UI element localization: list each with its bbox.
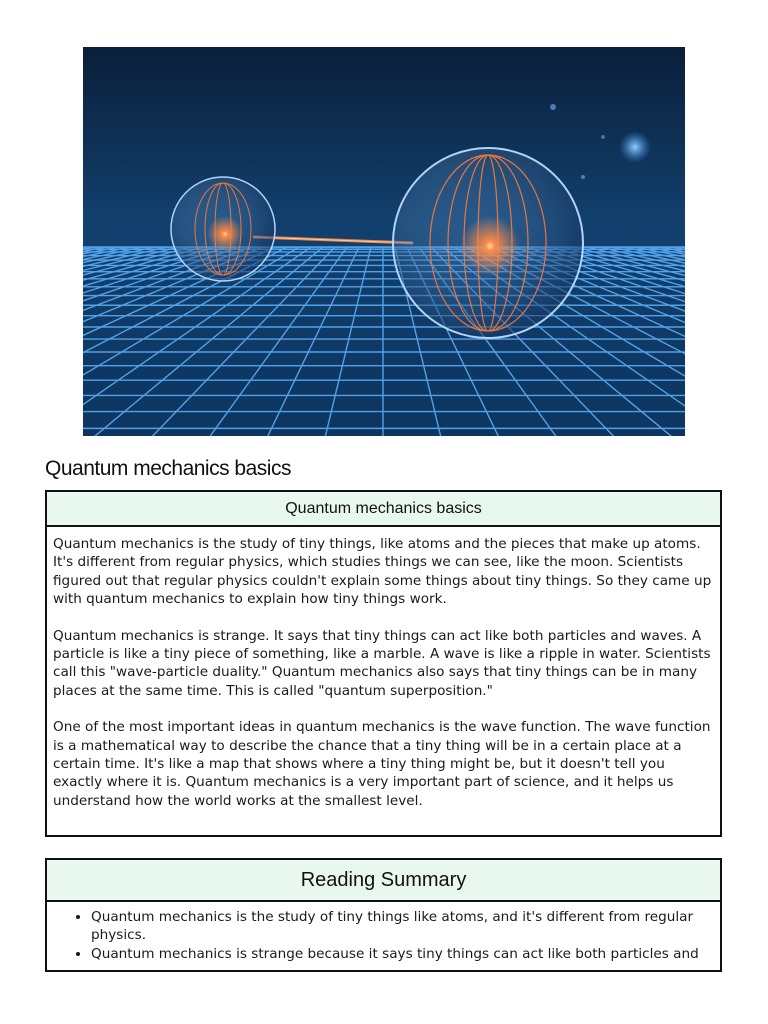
reading-header: Quantum mechanics basics xyxy=(47,492,720,527)
summary-item: • Quantum mechanics is the study of tiny things like atoms, and it's different from regular physics. xyxy=(91,908,710,945)
summary-box xyxy=(45,858,722,972)
quantum-spheres-illustration xyxy=(83,47,685,436)
reading-box xyxy=(45,490,722,837)
reading-paragraph: Quantum mechanics is the study of tiny things, like atoms and the pieces that make up atoms. It's different from regular physics, which studies things we can see, like the moon. Scientists figured out that regular physics couldn't explain some things about tiny things. So they came up with quantum mechanics to explain how tiny things work. xyxy=(53,536,712,608)
document-title: Quantum mechanics basics xyxy=(45,457,291,480)
hero-image xyxy=(83,47,685,436)
summary-item: • Quantum mechanics is strange because it says tiny things can act like both particles and xyxy=(91,945,710,963)
summary-header: Reading Summary xyxy=(47,860,720,902)
reading-paragraph: One of the most important ideas in quantum mechanics is the wave function. The wave function is a mathematical way to describe the chance that a tiny thing will be in a certain place at a certain time. It's like a map that shows where a tiny thing might be, but it doesn't tell you exactly where it is. Quantum mechanics is a very important part of science, and it helps us understand how the world works at the smallest level. xyxy=(53,719,711,809)
reading-paragraph: Quantum mechanics is strange. It says that tiny things can act like both particles and waves. A particle is like a tiny piece of something, like a marble. A wave is like a ripple in water. Scientists call this "wave-particle duality." Quantum mechanics also says that tiny things can be in many places at the same time. This is called "quantum superposition." xyxy=(53,627,711,699)
summary-list xyxy=(47,902,720,963)
reading-body xyxy=(47,527,720,810)
